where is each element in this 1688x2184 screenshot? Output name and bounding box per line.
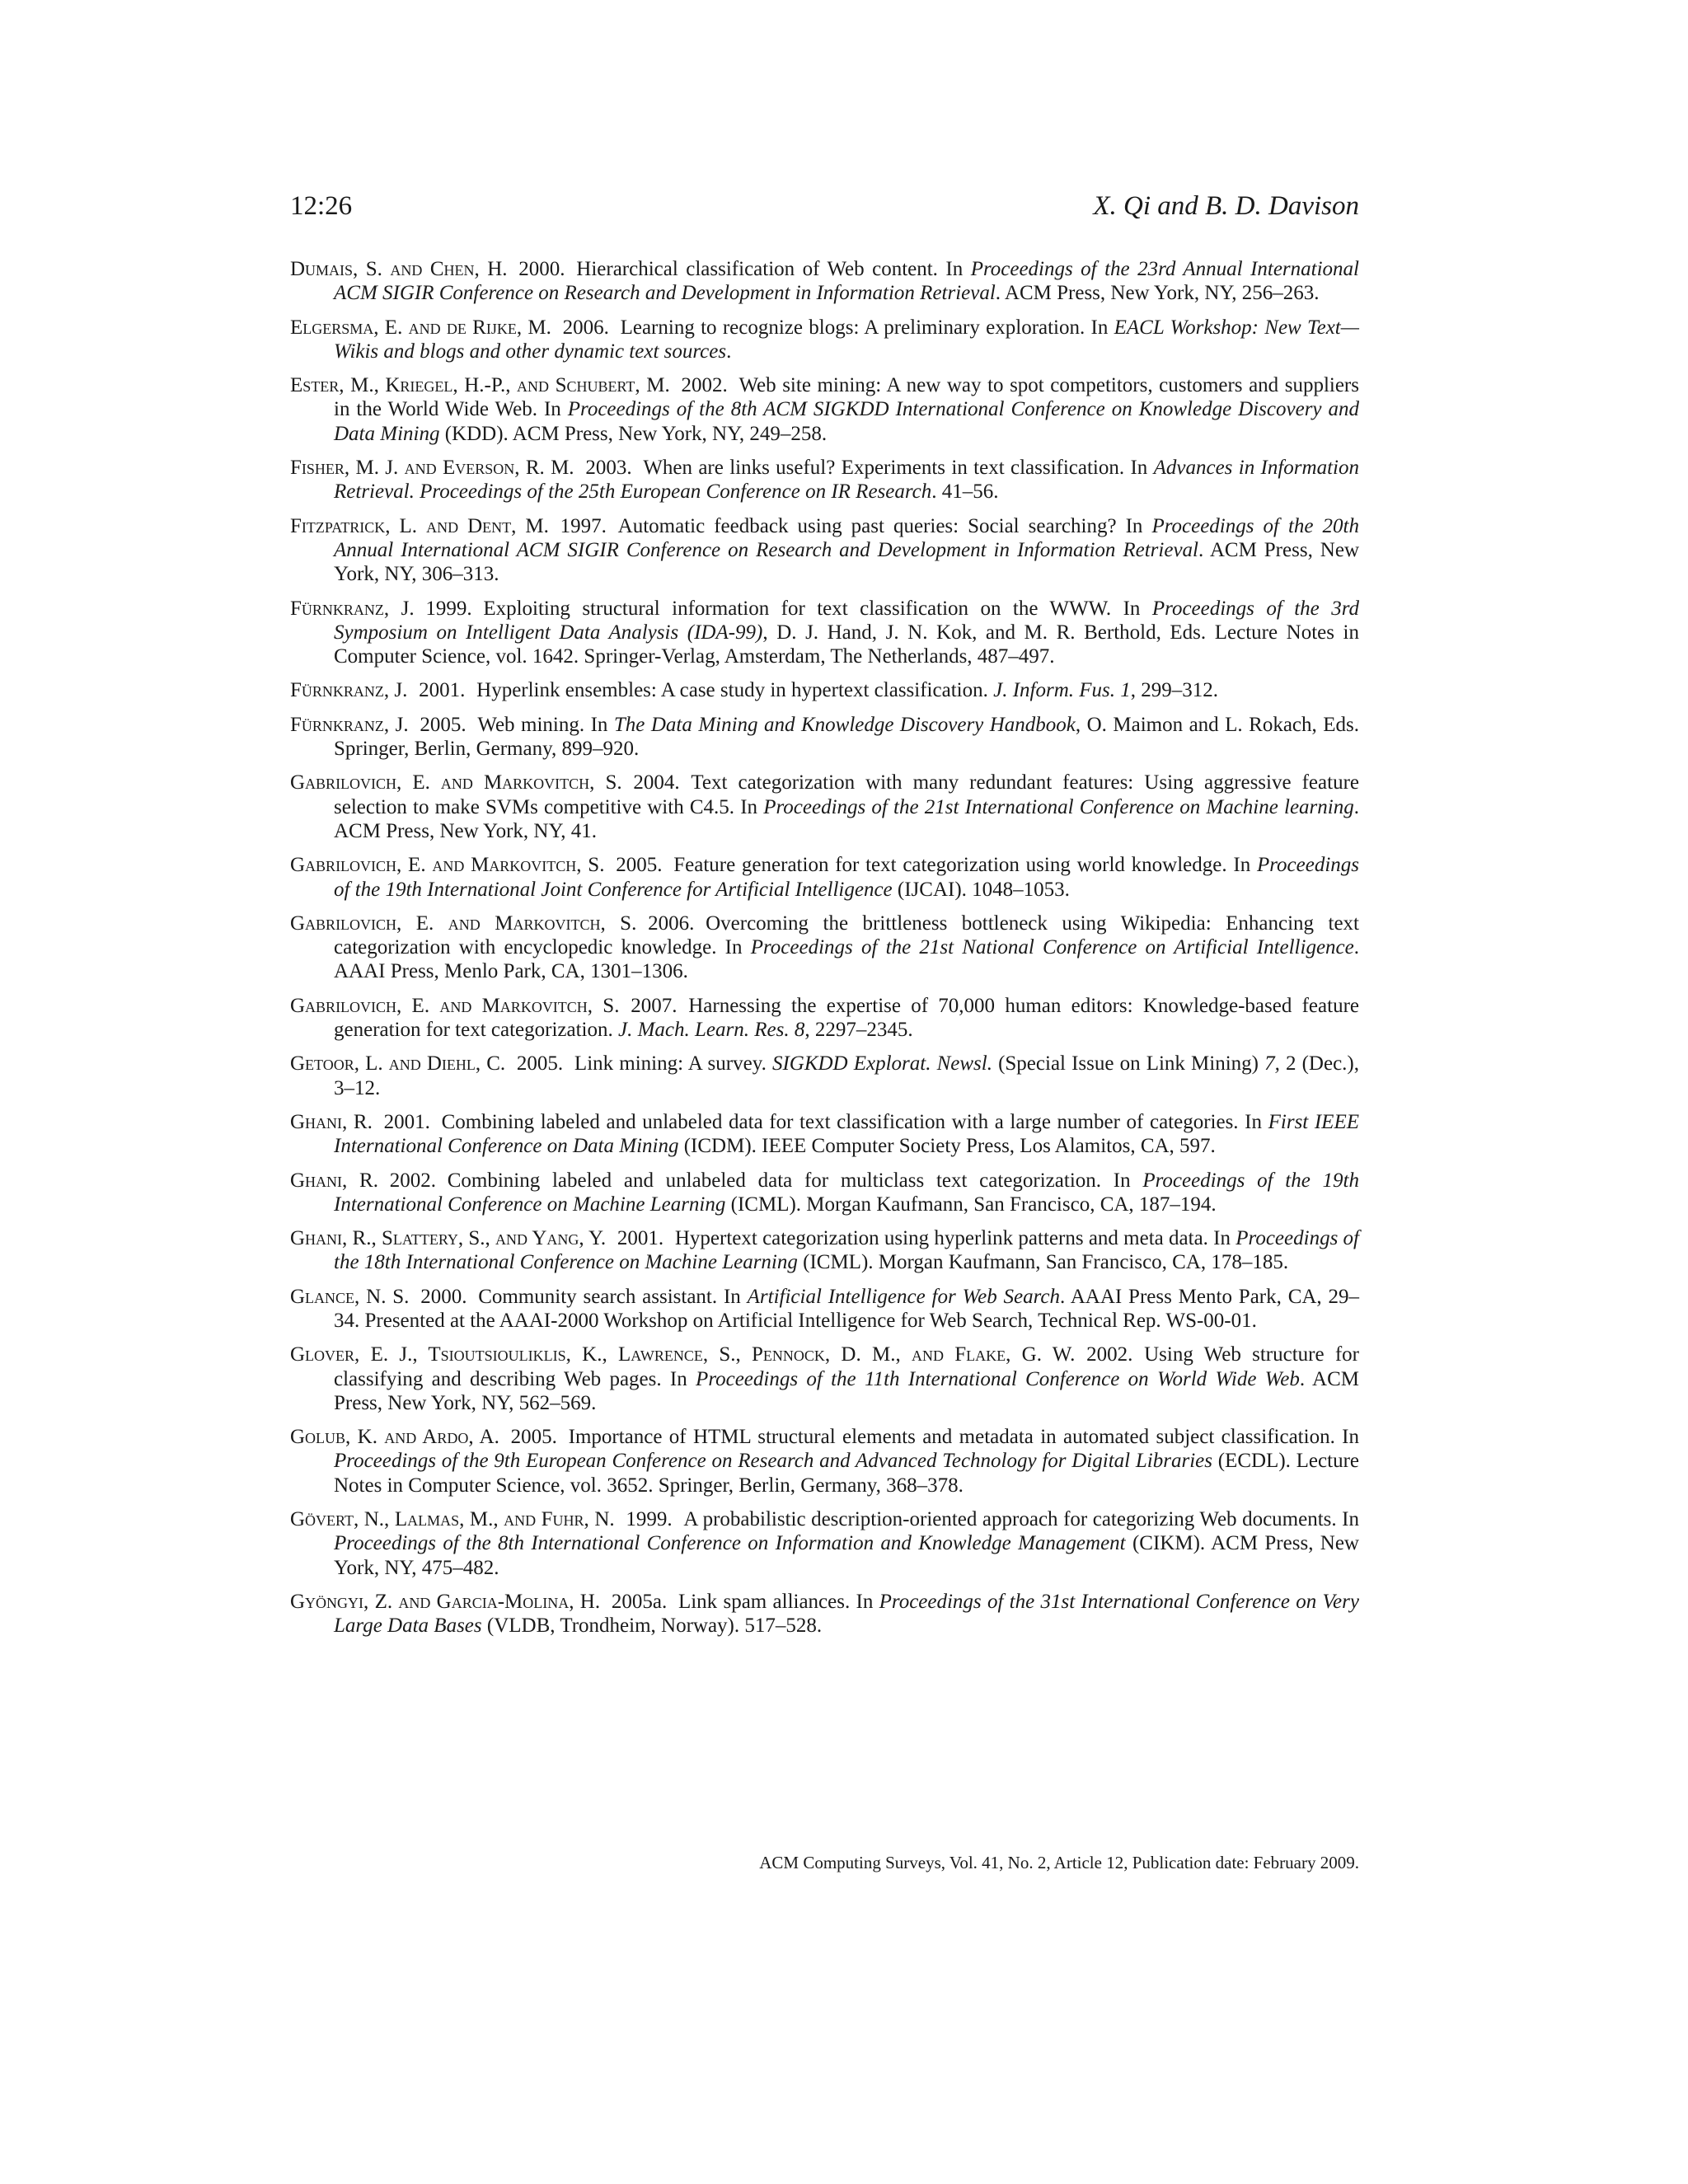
- running-head-authors: X. Qi and B. D. Davison: [1093, 191, 1359, 221]
- reference-text: (KDD). ACM Press, New York, NY, 249–258.: [439, 422, 828, 445]
- reference-text: Web site mining: A new way to spot competitors, customers and suppliers in the World Wide Web. In: [334, 374, 1359, 421]
- reference-text: When are links useful? Experiments in text classification. In: [643, 457, 1154, 480]
- reference-entry: [290, 316, 1359, 364]
- reference-venue: Proceedings of the 3rd Symposium on Intelligent Data Analysis (IDA-99): [334, 597, 1360, 644]
- reference-entry: [290, 678, 1359, 702]
- reference-text: (ECDL). Lecture Notes in Computer Science, vol. 3652. Springer, Berlin, Germany, 368–378.: [334, 1450, 1359, 1497]
- reference-entry: [290, 912, 1359, 984]
- reference-text: (ICML). Morgan Kaufmann, San Francisco, CA, 178–185.: [797, 1251, 1289, 1274]
- reference-venue: Proceedings of the 8th International Conference on Information and Knowledge Management: [334, 1532, 1126, 1555]
- reference-year: 2004.: [633, 771, 680, 794]
- reference-text: , O. Maimon and L. Rokach, Eds. Springer, Berlin, Germany, 899–920.: [334, 713, 1359, 761]
- reference-authors: Ghani, R.: [290, 1169, 378, 1192]
- reference-year: 2001.: [419, 679, 466, 702]
- reference-year: 2007.: [631, 994, 678, 1017]
- reference-entry: [290, 1285, 1359, 1333]
- reference-text: (IJCAI). 1048–1053.: [892, 878, 1070, 901]
- reference-authors: Ghani, R., Slattery, S., and Yang, Y.: [290, 1227, 607, 1250]
- reference-authors: Fürnkranz, J.: [290, 713, 409, 736]
- reference-authors: Getoor, L. and Diehl, C.: [290, 1052, 506, 1076]
- reference-authors: Golub, K. and Ardo, A.: [290, 1426, 499, 1449]
- reference-text: Text categorization with many redundant features: Using aggressive feature selection to make SVMs competitive with C4.5. In: [334, 771, 1359, 818]
- reference-year: 2006.: [562, 316, 609, 339]
- reference-entry: [290, 1425, 1359, 1497]
- reference-text: A probabilistic description-oriented approach for categorizing Web documents. In: [683, 1508, 1359, 1531]
- reference-venue: Proceedings of the 20th Annual International ACM SIGIR Conference on Research and Development in Information Retrieval: [334, 514, 1359, 561]
- reference-entry: [290, 456, 1359, 504]
- reference-venue: Proceedings of the 19th International Conference on Machine Learning: [334, 1169, 1359, 1216]
- reference-text: Harnessing the expertise of 70,000 human editors: Knowledge-based feature generation for text categorization.: [334, 994, 1359, 1042]
- reference-text: . ACM Press, New York, NY, 562–569.: [334, 1367, 1359, 1414]
- reference-year: 2005a.: [611, 1590, 668, 1613]
- reference-entry: [290, 257, 1359, 306]
- reference-authors: Gövert, N., Lalmas, M., and Fuhr, N.: [290, 1508, 615, 1531]
- reference-text: , 2297–2345.: [804, 1019, 913, 1042]
- reference-text: Overcoming the brittleness bottleneck using Wikipedia: Enhancing text categorization with encyclopedic knowledge. In: [334, 912, 1359, 959]
- reference-entry: [290, 1226, 1359, 1275]
- journal-footer: ACM Computing Surveys, Vol. 41, No. 2, Article 12, Publication date: February 2009.: [759, 1853, 1359, 1872]
- reference-venue: First IEEE International Conference on Data Mining: [334, 1110, 1359, 1158]
- reference-entry: [290, 1110, 1359, 1159]
- reference-venue: EACL Workshop: New Text—Wikis and blogs and other dynamic text sources: [334, 316, 1359, 363]
- reference-entry: [290, 771, 1359, 843]
- reference-year: 2005.: [420, 713, 467, 736]
- reference-venue: SIGKDD Explorat. Newsl.: [771, 1052, 992, 1076]
- reference-authors: Gabrilovich, E. and Markovitch, S.: [290, 854, 605, 877]
- reference-text: Hyperlink ensembles: A case study in hypertext classification.: [476, 679, 994, 702]
- reference-authors: Fisher, M. J. and Everson, R. M.: [290, 457, 574, 480]
- reference-list: [290, 257, 1359, 1648]
- reference-entry: [290, 713, 1359, 762]
- reference-venue: Proceedings of the 19th International Joint Conference for Artificial Intelligence: [334, 854, 1360, 901]
- reference-venue: 7,: [1264, 1052, 1280, 1076]
- reference-entry: [290, 373, 1359, 446]
- reference-text: . AAAI Press, Menlo Park, CA, 1301–1306.: [334, 936, 1359, 983]
- reference-entry: [290, 994, 1359, 1043]
- reference-authors: Gabrilovich, E. and Markovitch, S.: [290, 771, 622, 794]
- reference-venue: Proceedings of the 9th European Conference on Research and Advanced Technology for Digital Libraries: [334, 1450, 1212, 1473]
- reference-venue: Proceedings of the 18th International Conference on Machine Learning: [334, 1227, 1360, 1274]
- reference-year: 1997.: [560, 514, 607, 537]
- reference-text: Combining labeled and unlabeled data for text classification with a large number of categories. In: [441, 1110, 1268, 1133]
- reference-venue: Artificial Intelligence for Web Search: [747, 1285, 1061, 1308]
- reference-year: 2005.: [510, 1426, 557, 1449]
- reference-authors: Ester, M., Kriegel, H.-P., and Schubert, M.: [290, 374, 670, 397]
- reference-venue: J. Mach. Learn. Res. 8: [617, 1019, 805, 1042]
- reference-year: 2000.: [420, 1285, 467, 1308]
- reference-venue: Proceedings of the 8th ACM SIGKDD International Conference on Knowledge Discovery and Data Mining: [334, 398, 1359, 445]
- reference-authors: Dumais, S. and Chen, H.: [290, 258, 508, 280]
- reference-year: 2005.: [516, 1052, 564, 1076]
- reference-authors: Glance, N. S.: [290, 1285, 410, 1308]
- reference-venue: Proceedings of the 23rd Annual International ACM SIGIR Conference on Research and Development in Information Retrieval: [334, 258, 1360, 305]
- reference-authors: Glover, E. J., Tsioutsiouliklis, K., Lawrence, S., Pennock, D. M., and Flake, G. W.: [290, 1343, 1076, 1366]
- reference-entry: [290, 1507, 1359, 1580]
- reference-year: 2006.: [648, 912, 695, 935]
- reference-year: 2003.: [585, 457, 632, 480]
- reference-text: .: [726, 340, 732, 363]
- reference-text: Exploiting structural information for text classification on the WWW. In: [483, 597, 1152, 620]
- reference-text: (ICDM). IEEE Computer Society Press, Los Alamitos, CA, 597.: [678, 1135, 1216, 1158]
- reference-authors: Fitzpatrick, L. and Dent, M.: [290, 514, 549, 537]
- reference-text: Importance of HTML structural elements and metadata in automated subject classification. In: [568, 1426, 1359, 1449]
- reference-entry: [290, 1343, 1359, 1415]
- reference-venue: Proceedings of the 11th International Conference on World Wide Web: [696, 1367, 1300, 1390]
- reference-year: 1999.: [626, 1508, 673, 1531]
- reference-text: (VLDB, Trondheim, Norway). 517–528.: [481, 1615, 823, 1638]
- reference-text: . ACM Press, New York, NY, 306–313.: [334, 538, 1359, 586]
- reference-text: Web mining. In: [477, 713, 614, 736]
- reference-entry: [290, 853, 1359, 902]
- reference-venue: Advances in Information Retrieval. Proceedings of the 25th European Conference on IR Research: [334, 457, 1359, 504]
- reference-authors: Ghani, R.: [290, 1110, 373, 1133]
- page-number: 12:26: [290, 191, 353, 221]
- reference-authors: Gabrilovich, E. and Markovitch, S.: [290, 994, 620, 1017]
- reference-text: Learning to recognize blogs: A preliminary exploration. In: [620, 316, 1114, 339]
- reference-authors: Gabrilovich, E. and Markovitch, S.: [290, 912, 637, 935]
- reference-text: 2 (Dec.), 3–12.: [334, 1052, 1359, 1099]
- reference-year: 2000.: [518, 258, 565, 280]
- reference-text: Community search assistant. In: [478, 1285, 748, 1308]
- reference-text: (CIKM). ACM Press, New York, NY, 475–482.: [334, 1532, 1359, 1579]
- reference-text: Using Web structure for classifying and describing Web pages. In: [334, 1343, 1359, 1390]
- reference-venue: The Data Mining and Knowledge Discovery Handbook: [613, 713, 1076, 736]
- reference-text: (ICML). Morgan Kaufmann, San Francisco, CA, 187–194.: [725, 1193, 1217, 1216]
- reference-authors: Gyöngyi, Z. and Garcia-Molina, H.: [290, 1590, 601, 1613]
- reference-text: Link spam alliances. In: [678, 1590, 879, 1613]
- reference-text: . ACM Press, New York, NY, 256–263.: [995, 282, 1320, 305]
- reference-year: 2001.: [617, 1227, 664, 1250]
- reference-text: , 299–312.: [1130, 679, 1218, 702]
- reference-entry: [290, 1052, 1359, 1100]
- reference-year: 2001.: [383, 1110, 430, 1133]
- reference-text: Combining labeled and unlabeled data for multiclass text categorization. In: [447, 1169, 1143, 1192]
- reference-year: 2002.: [389, 1169, 436, 1192]
- running-head: [290, 188, 1359, 224]
- reference-authors: Elgersma, E. and de Rijke, M.: [290, 316, 551, 339]
- reference-text: (Special Issue on Link Mining): [992, 1052, 1265, 1076]
- reference-text: Link mining: A survey.: [574, 1052, 772, 1076]
- reference-text: Hypertext categorization using hyperlink patterns and meta data. In: [674, 1227, 1236, 1250]
- reference-venue: Proceedings of the 31st International Conference on Very Large Data Bases: [334, 1590, 1359, 1638]
- reference-text: Hierarchical classification of Web content. In: [576, 258, 971, 280]
- reference-text: . ACM Press, New York, NY, 41.: [334, 795, 1359, 842]
- reference-entry: [290, 1169, 1359, 1217]
- reference-authors: Fürnkranz, J.: [290, 679, 408, 702]
- reference-year: 2002.: [681, 374, 728, 397]
- reference-venue: Proceedings of the 21st National Conference on Artificial Intelligence: [750, 936, 1354, 959]
- reference-year: 2005.: [616, 854, 663, 877]
- reference-text: . 41–56.: [931, 480, 999, 504]
- page: [290, 0, 1359, 2184]
- reference-text: , D. J. Hand, J. N. Kok, and M. R. Berthold, Eds. Lecture Notes in Computer Science, vol. 1642. Springer-Verlag, Amsterdam, The Netherlands, 487–497.: [334, 621, 1359, 668]
- reference-venue: Proceedings of the 21st International Conference on Machine learning: [763, 795, 1354, 818]
- reference-text: . AAAI Press Mento Park, CA, 29–34. Presented at the AAAI-2000 Workshop on Artificial Intelligence for Web Search, Technical Rep. WS-00-01.: [334, 1285, 1360, 1332]
- reference-text: Automatic feedback using past queries: Social searching? In: [617, 514, 1152, 537]
- reference-year: 2002.: [1086, 1343, 1133, 1366]
- reference-entry: [290, 597, 1359, 669]
- reference-entry: [290, 1590, 1359, 1638]
- reference-authors: Fürnkranz, J.: [290, 597, 415, 620]
- reference-text: Feature generation for text categorization using world knowledge. In: [673, 854, 1257, 877]
- reference-year: 1999.: [425, 597, 472, 620]
- reference-venue: J. Inform. Fus. 1: [993, 679, 1131, 702]
- reference-entry: [290, 514, 1359, 587]
